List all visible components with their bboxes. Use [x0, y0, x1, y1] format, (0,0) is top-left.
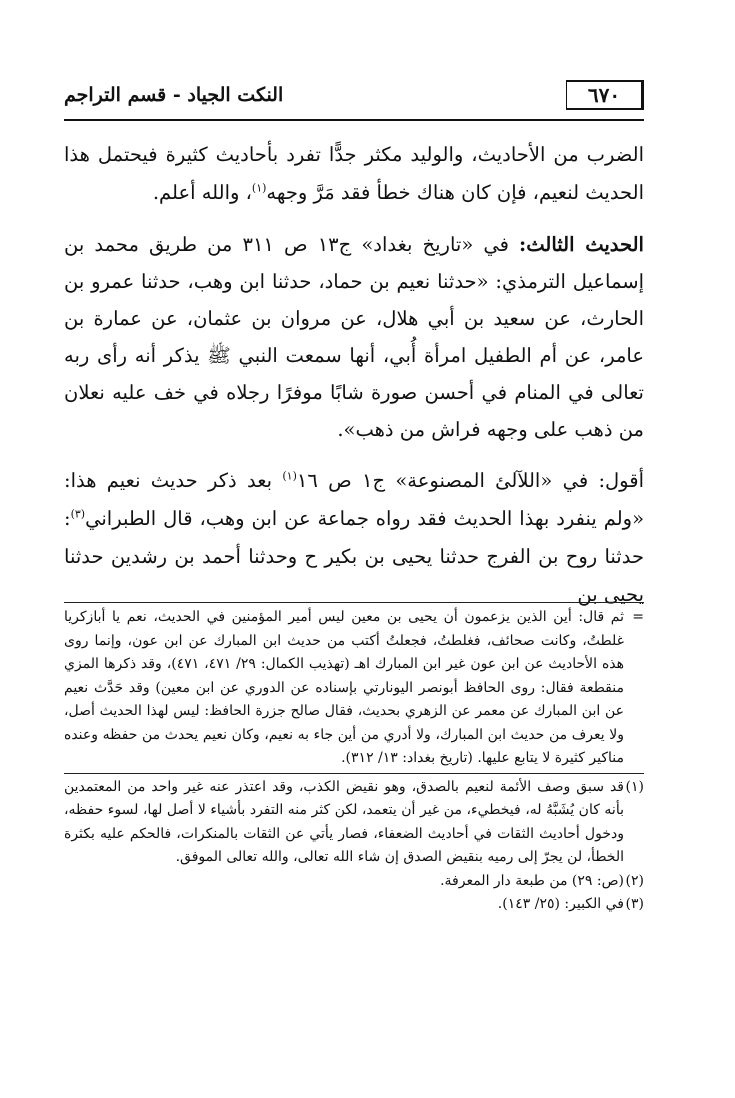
header-rule: [64, 119, 644, 121]
footnote-1-text: قد سبق وصف الأئمة لنعيم بالصدق، وهو نقيض الكذب، وقد اعتذر عنه غير واحد من المعتمدين بأنه كان يُشَبَّهُ له، فيخطيء، من غير أن يتعمد، لكن كثر منه التفرد بأشياء لا أصل لها، لسوء حفظه، ودخول أحاديث الثقات في أحاديث الضعفاء، فصار يأتي عن الثقات بالمنكرات، فالحكم عليه بكثرة الخطأ، لن يجرّ إلى رميه بنقيض الصدق إن شاء الله تعالى، والله تعالى الموفق.: [64, 778, 624, 865]
paragraph-2: [64, 226, 644, 448]
footnote-3-text: في الكبير: (٢٥/ ١٤٣).: [497, 896, 624, 912]
footnote-1: [64, 776, 644, 870]
page-number: ٦٧٠: [566, 80, 644, 110]
paragraph-3-text-b: بعد ذكر حديث نعيم هذا: «ولم ينفرد بهذا الحديث فقد رواه جماعة عن ابن وهب، قال الطبراني: [64, 469, 644, 530]
paragraph-2-text: في «تاريخ بغداد» ج١٣ ص ٣١١ من طريق محمد بن إسماعيل الترمذي: «حدثنا نعيم بن حماد، حدثنا ابن وهب، حدثنا عمرو بن الحارث، عن سعيد بن أبي هلال، عن مروان بن عثمان، عن عمارة بن عامر، عن أم الطفيل امرأة أُبي، أنها سمعت النبي ﷺ يذكر أنه رأى ربه تعالى في المنام في أحسن صورة شابًا موفرًا رجلاه في خف عليه نعلان من ذهب على وجهه فراش من ذهب».: [64, 233, 644, 441]
running-title: النكت الجياد - قسم التراجم: [64, 84, 284, 106]
footnotes: [64, 606, 644, 917]
paragraph-1-end: ، والله أعلم.: [152, 181, 252, 204]
hadith-heading: الحديث الثالث:: [519, 233, 644, 256]
footnote-ref-1: (١): [251, 181, 267, 195]
continuation-text: ثم قال: أين الذين يزعمون أن يحيى بن معين ليس أمير المؤمنين في الحديث، نعم يا أبازكريا غلطتُ، وكانت صحائف، فغلطتُ، فجعلتُ أكتب من حديث ابن المبارك عن ابن عون، وإنما روى هذه الأحاديث عن ابن عون غير ابن المبارك اهـ (تهذيب الكمال: ٢٩/ ٤٧١، ٤٧١)، وقد ذكرها المزي منقطعة فقال: روى الحافظ أبونصر اليونارتي بإسناده عن الدوري عن ابن معين) وقد حَدَّث نعيم عن ابن المبارك عن معمر عن الزهري بحديث، فقال صالح جزرة الحافظ: ليس لهذا الحديث أصل، ولا يعرف من حديث ابن المبارك، ولا أدري من أين جاء به نعيم، وكان نعيم يحدث من حفظه وعنده مناكير كثيرة لا يتابع عليها. (تاريخ بغداد: ١٣/ ٣١٢).: [64, 609, 625, 766]
paragraph-3-text-a: أقول: في «اللآلئ المصنوعة» ج١ ص ١٦: [296, 469, 644, 492]
paragraph-1-text: الضرب من الأحاديث، والوليد مكثر جدًّا تفرد بأحاديث كثيرة فيحتمل هذا الحديث لنعيم، فإن كان هناك خطأ فقد مَرَّ وجهه: [64, 143, 644, 204]
footnote-1-marker: (١): [625, 778, 644, 795]
footnote-ref-3: (٣): [70, 507, 86, 521]
footnote-2: [64, 870, 644, 894]
footnote-separator: [64, 602, 644, 603]
main-text: [64, 136, 644, 614]
paragraph-3: [64, 462, 644, 614]
footnote-divider: [64, 773, 644, 774]
footnote-continuation: [64, 606, 644, 771]
footnote-3: [64, 893, 644, 917]
paragraph-1: [64, 136, 644, 212]
footnote-ref-2: (١): [282, 469, 297, 483]
footnote-2-text: (ص: ٢٩) من طبعة دار المعرفة.: [440, 872, 624, 889]
paragraph-3-text-c: : حدثنا روح بن الفرج حدثنا يحيى بن بكير ح وحدثنا أحمد بن رشدين حدثنا يحيى بن: [64, 507, 644, 606]
continuation-marker: =: [632, 609, 644, 625]
page-header: [64, 80, 644, 120]
footnote-3-marker: (٣): [625, 896, 644, 912]
footnote-2-marker: (٢): [625, 872, 644, 889]
